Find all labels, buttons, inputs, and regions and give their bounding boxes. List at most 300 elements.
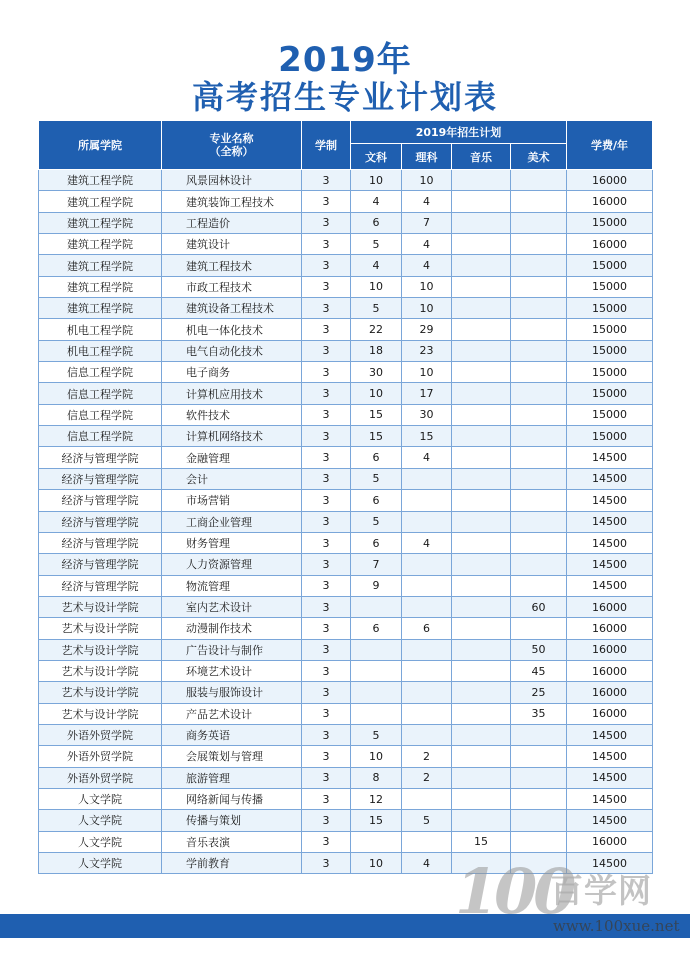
table-row [39, 682, 653, 703]
cell-college: 建筑工程学院 [39, 170, 162, 191]
cell-fee: 14500 [567, 468, 653, 489]
cell-music [452, 788, 511, 809]
cell-major: 产品艺术设计 [162, 703, 302, 724]
cell-liberal: 12 [351, 788, 402, 809]
cell-fee: 15000 [567, 212, 653, 233]
cell-years: 3 [302, 319, 351, 340]
cell-years: 3 [302, 340, 351, 361]
cell-major: 音乐表演 [162, 831, 302, 852]
cell-college: 信息工程学院 [39, 404, 162, 425]
cell-fee: 15000 [567, 383, 653, 404]
cell-science [402, 788, 452, 809]
cell-college: 人文学院 [39, 853, 162, 874]
cell-major: 商务英语 [162, 724, 302, 745]
cell-major: 建筑装饰工程技术 [162, 191, 302, 212]
cell-major: 市政工程技术 [162, 276, 302, 297]
cell-years: 3 [302, 788, 351, 809]
cell-art [511, 788, 567, 809]
cell-art [511, 575, 567, 596]
header-music: 音乐 [452, 144, 511, 170]
cell-liberal: 15 [351, 404, 402, 425]
cell-liberal [351, 682, 402, 703]
cell-art [511, 746, 567, 767]
cell-science [402, 490, 452, 511]
cell-science [402, 831, 452, 852]
cell-major: 风景园林设计 [162, 170, 302, 191]
cell-liberal: 5 [351, 234, 402, 255]
cell-art: 25 [511, 682, 567, 703]
cell-years: 3 [302, 618, 351, 639]
cell-years: 3 [302, 767, 351, 788]
table-row [39, 234, 653, 255]
cell-science: 4 [402, 447, 452, 468]
cell-major: 金融管理 [162, 447, 302, 468]
cell-years: 3 [302, 831, 351, 852]
cell-art [511, 468, 567, 489]
cell-major: 工程造价 [162, 212, 302, 233]
cell-art [511, 447, 567, 468]
cell-liberal: 10 [351, 383, 402, 404]
cell-art: 50 [511, 639, 567, 660]
cell-liberal [351, 596, 402, 617]
page-title: 高考招生专业计划表 [191, 78, 498, 116]
cell-fee: 15000 [567, 276, 653, 297]
cell-college: 建筑工程学院 [39, 212, 162, 233]
header-plan-group: 2019年招生计划 [351, 121, 567, 144]
cell-science [402, 468, 452, 489]
cell-music [452, 426, 511, 447]
cell-music [452, 447, 511, 468]
cell-art [511, 490, 567, 511]
table-body [39, 170, 653, 874]
cell-liberal: 5 [351, 724, 402, 745]
cell-liberal: 5 [351, 468, 402, 489]
cell-years: 3 [302, 383, 351, 404]
cell-major: 建筑设计 [162, 234, 302, 255]
cell-liberal [351, 831, 402, 852]
cell-music [452, 383, 511, 404]
cell-years: 3 [302, 276, 351, 297]
cell-major: 旅游管理 [162, 767, 302, 788]
cell-science: 5 [402, 810, 452, 831]
cell-science [402, 703, 452, 724]
cell-years: 3 [302, 853, 351, 874]
cell-science [402, 682, 452, 703]
cell-years: 3 [302, 255, 351, 276]
cell-major: 市场营销 [162, 490, 302, 511]
cell-years: 3 [302, 596, 351, 617]
cell-fee: 14500 [567, 724, 653, 745]
cell-fee: 14500 [567, 853, 653, 874]
cell-music [452, 362, 511, 383]
cell-years: 3 [302, 682, 351, 703]
cell-music [452, 682, 511, 703]
cell-college: 机电工程学院 [39, 319, 162, 340]
cell-fee: 16000 [567, 639, 653, 660]
cell-music [452, 255, 511, 276]
table-row [39, 447, 653, 468]
cell-liberal: 4 [351, 191, 402, 212]
cell-art: 35 [511, 703, 567, 724]
cell-art [511, 810, 567, 831]
cell-liberal: 15 [351, 810, 402, 831]
cell-liberal: 7 [351, 554, 402, 575]
cell-years: 3 [302, 639, 351, 660]
cell-college: 外语外贸学院 [39, 746, 162, 767]
cell-science: 4 [402, 191, 452, 212]
table-row [39, 255, 653, 276]
cell-college: 建筑工程学院 [39, 234, 162, 255]
cell-college: 人文学院 [39, 810, 162, 831]
cell-art [511, 554, 567, 575]
cell-college: 机电工程学院 [39, 340, 162, 361]
table-row [39, 596, 653, 617]
cell-college: 艺术与设计学院 [39, 618, 162, 639]
cell-fee: 14500 [567, 810, 653, 831]
cell-fee: 14500 [567, 532, 653, 553]
cell-art [511, 767, 567, 788]
cell-fee: 16000 [567, 234, 653, 255]
cell-liberal: 4 [351, 255, 402, 276]
cell-art: 60 [511, 596, 567, 617]
cell-years: 3 [302, 468, 351, 489]
cell-college: 人文学院 [39, 788, 162, 809]
cell-years: 3 [302, 447, 351, 468]
cell-fee: 15000 [567, 298, 653, 319]
cell-liberal: 6 [351, 490, 402, 511]
cell-fee: 16000 [567, 682, 653, 703]
cell-major: 建筑工程技术 [162, 255, 302, 276]
cell-music [452, 340, 511, 361]
cell-liberal: 30 [351, 362, 402, 383]
cell-science [402, 596, 452, 617]
cell-music [452, 212, 511, 233]
table-row [39, 639, 653, 660]
cell-fee: 14500 [567, 767, 653, 788]
cell-art [511, 618, 567, 639]
cell-music [452, 618, 511, 639]
cell-college: 经济与管理学院 [39, 532, 162, 553]
watermark-number: 100 [455, 855, 573, 928]
watermark-url: www.100xue.net [553, 917, 680, 935]
cell-fee: 15000 [567, 426, 653, 447]
cell-science: 2 [402, 746, 452, 767]
table-row [39, 575, 653, 596]
cell-music [452, 639, 511, 660]
table-row [39, 511, 653, 532]
cell-science [402, 724, 452, 745]
cell-major: 工商企业管理 [162, 511, 302, 532]
cell-fee: 14500 [567, 746, 653, 767]
cell-science: 23 [402, 340, 452, 361]
cell-liberal: 22 [351, 319, 402, 340]
cell-fee: 14500 [567, 447, 653, 468]
cell-art [511, 340, 567, 361]
cell-liberal: 5 [351, 298, 402, 319]
cell-music [452, 554, 511, 575]
cell-science: 15 [402, 426, 452, 447]
cell-fee: 14500 [567, 788, 653, 809]
cell-art [511, 276, 567, 297]
cell-science: 10 [402, 362, 452, 383]
table-row [39, 788, 653, 809]
cell-college: 艺术与设计学院 [39, 639, 162, 660]
table-row [39, 191, 653, 212]
cell-liberal [351, 703, 402, 724]
cell-liberal: 6 [351, 212, 402, 233]
cell-fee: 15000 [567, 362, 653, 383]
cell-art [511, 383, 567, 404]
cell-major: 会展策划与管理 [162, 746, 302, 767]
cell-major: 机电一体化技术 [162, 319, 302, 340]
cell-music [452, 468, 511, 489]
cell-college: 信息工程学院 [39, 383, 162, 404]
cell-college: 艺术与设计学院 [39, 703, 162, 724]
cell-science: 17 [402, 383, 452, 404]
cell-liberal: 6 [351, 532, 402, 553]
cell-major: 网络新闻与传播 [162, 788, 302, 809]
table-row [39, 468, 653, 489]
cell-major: 环境艺术设计 [162, 660, 302, 681]
cell-college: 艺术与设计学院 [39, 660, 162, 681]
cell-fee: 14500 [567, 511, 653, 532]
table-row [39, 276, 653, 297]
cell-liberal: 8 [351, 767, 402, 788]
cell-years: 3 [302, 234, 351, 255]
cell-years: 3 [302, 703, 351, 724]
cell-science [402, 575, 452, 596]
cell-fee: 16000 [567, 596, 653, 617]
cell-art [511, 511, 567, 532]
enrollment-plan-table [38, 120, 653, 874]
table-row [39, 724, 653, 745]
cell-years: 3 [302, 554, 351, 575]
cell-music [452, 810, 511, 831]
cell-major: 建筑设备工程技术 [162, 298, 302, 319]
cell-major: 电子商务 [162, 362, 302, 383]
cell-fee: 15000 [567, 404, 653, 425]
cell-art [511, 255, 567, 276]
header-liberal: 文科 [351, 144, 402, 170]
cell-college: 建筑工程学院 [39, 276, 162, 297]
cell-science: 7 [402, 212, 452, 233]
cell-college: 建筑工程学院 [39, 255, 162, 276]
cell-years: 3 [302, 724, 351, 745]
cell-major: 室内艺术设计 [162, 596, 302, 617]
table-row [39, 660, 653, 681]
cell-liberal: 10 [351, 170, 402, 191]
cell-art [511, 426, 567, 447]
cell-science: 10 [402, 276, 452, 297]
cell-music [452, 276, 511, 297]
cell-art [511, 170, 567, 191]
cell-college: 信息工程学院 [39, 426, 162, 447]
cell-college: 经济与管理学院 [39, 447, 162, 468]
table-row [39, 212, 653, 233]
cell-years: 3 [302, 170, 351, 191]
cell-music [452, 767, 511, 788]
cell-college: 建筑工程学院 [39, 191, 162, 212]
table-row [39, 554, 653, 575]
cell-fee: 14500 [567, 575, 653, 596]
header-major [162, 121, 302, 170]
cell-art [511, 234, 567, 255]
table-row [39, 404, 653, 425]
cell-art [511, 724, 567, 745]
cell-college: 建筑工程学院 [39, 298, 162, 319]
cell-music [452, 234, 511, 255]
cell-liberal: 9 [351, 575, 402, 596]
cell-music [452, 191, 511, 212]
header-college: 所属学院 [39, 121, 162, 170]
cell-science: 2 [402, 767, 452, 788]
cell-fee: 14500 [567, 490, 653, 511]
cell-fee: 16000 [567, 703, 653, 724]
table-row [39, 810, 653, 831]
cell-fee: 15000 [567, 319, 653, 340]
watermark-name: 百学网 [550, 871, 652, 910]
cell-liberal: 10 [351, 276, 402, 297]
cell-years: 3 [302, 298, 351, 319]
cell-science: 10 [402, 298, 452, 319]
header-science: 理科 [402, 144, 452, 170]
cell-years: 3 [302, 191, 351, 212]
cell-music [452, 298, 511, 319]
cell-art [511, 319, 567, 340]
cell-college: 外语外贸学院 [39, 724, 162, 745]
cell-music [452, 575, 511, 596]
cell-art [511, 831, 567, 852]
cell-science: 10 [402, 170, 452, 191]
cell-science: 4 [402, 853, 452, 874]
table-row [39, 340, 653, 361]
cell-liberal [351, 660, 402, 681]
cell-fee: 15000 [567, 255, 653, 276]
cell-liberal: 6 [351, 618, 402, 639]
cell-major: 计算机网络技术 [162, 426, 302, 447]
table-header [39, 121, 653, 170]
cell-college: 经济与管理学院 [39, 490, 162, 511]
cell-years: 3 [302, 426, 351, 447]
cell-music: 15 [452, 831, 511, 852]
cell-years: 3 [302, 810, 351, 831]
cell-major: 电气自动化技术 [162, 340, 302, 361]
cell-liberal: 15 [351, 426, 402, 447]
cell-art: 45 [511, 660, 567, 681]
table-row [39, 170, 653, 191]
cell-college: 经济与管理学院 [39, 468, 162, 489]
table-row [39, 383, 653, 404]
cell-art [511, 362, 567, 383]
header-years: 学制 [302, 121, 351, 170]
cell-major: 服装与服饰设计 [162, 682, 302, 703]
cell-fee: 16000 [567, 170, 653, 191]
cell-science: 4 [402, 234, 452, 255]
cell-art [511, 532, 567, 553]
cell-art [511, 212, 567, 233]
cell-years: 3 [302, 660, 351, 681]
cell-major: 传播与策划 [162, 810, 302, 831]
cell-major: 物流管理 [162, 575, 302, 596]
cell-major: 会计 [162, 468, 302, 489]
cell-fee: 16000 [567, 660, 653, 681]
cell-liberal: 10 [351, 853, 402, 874]
table-row [39, 532, 653, 553]
table-row [39, 298, 653, 319]
cell-major: 广告设计与制作 [162, 639, 302, 660]
cell-science [402, 554, 452, 575]
watermark-logo [455, 855, 685, 950]
cell-fee: 16000 [567, 618, 653, 639]
cell-science: 29 [402, 319, 452, 340]
cell-fee: 16000 [567, 831, 653, 852]
cell-music [452, 596, 511, 617]
cell-years: 3 [302, 490, 351, 511]
cell-major: 财务管理 [162, 532, 302, 553]
cell-college: 外语外贸学院 [39, 767, 162, 788]
cell-major: 人力资源管理 [162, 554, 302, 575]
cell-music [452, 660, 511, 681]
cell-music [452, 490, 511, 511]
title-year: 2019年 [278, 40, 412, 80]
cell-art [511, 404, 567, 425]
table-row [39, 767, 653, 788]
table-row [39, 831, 653, 852]
cell-music [452, 170, 511, 191]
cell-liberal [351, 639, 402, 660]
cell-college: 经济与管理学院 [39, 575, 162, 596]
table-row [39, 746, 653, 767]
cell-fee: 14500 [567, 554, 653, 575]
cell-college: 经济与管理学院 [39, 511, 162, 532]
cell-science: 4 [402, 255, 452, 276]
table-row [39, 618, 653, 639]
table-row [39, 490, 653, 511]
cell-major: 学前教育 [162, 853, 302, 874]
cell-years: 3 [302, 362, 351, 383]
cell-music [452, 404, 511, 425]
cell-college: 艺术与设计学院 [39, 596, 162, 617]
cell-liberal: 5 [351, 511, 402, 532]
cell-years: 3 [302, 746, 351, 767]
cell-music [452, 319, 511, 340]
header-art: 美术 [511, 144, 567, 170]
cell-liberal: 10 [351, 746, 402, 767]
cell-years: 3 [302, 575, 351, 596]
cell-liberal: 6 [351, 447, 402, 468]
cell-college: 人文学院 [39, 831, 162, 852]
table-row [39, 362, 653, 383]
cell-years: 3 [302, 532, 351, 553]
cell-music [452, 532, 511, 553]
cell-college: 艺术与设计学院 [39, 682, 162, 703]
cell-years: 3 [302, 212, 351, 233]
cell-years: 3 [302, 511, 351, 532]
cell-science [402, 639, 452, 660]
cell-music [452, 703, 511, 724]
cell-science [402, 511, 452, 532]
cell-science: 6 [402, 618, 452, 639]
cell-art [511, 298, 567, 319]
header-major-line2: （全称） [209, 145, 254, 158]
table-row [39, 426, 653, 447]
cell-liberal: 18 [351, 340, 402, 361]
cell-college: 信息工程学院 [39, 362, 162, 383]
cell-major: 动漫制作技术 [162, 618, 302, 639]
cell-music [452, 724, 511, 745]
cell-science: 4 [402, 532, 452, 553]
cell-years: 3 [302, 404, 351, 425]
